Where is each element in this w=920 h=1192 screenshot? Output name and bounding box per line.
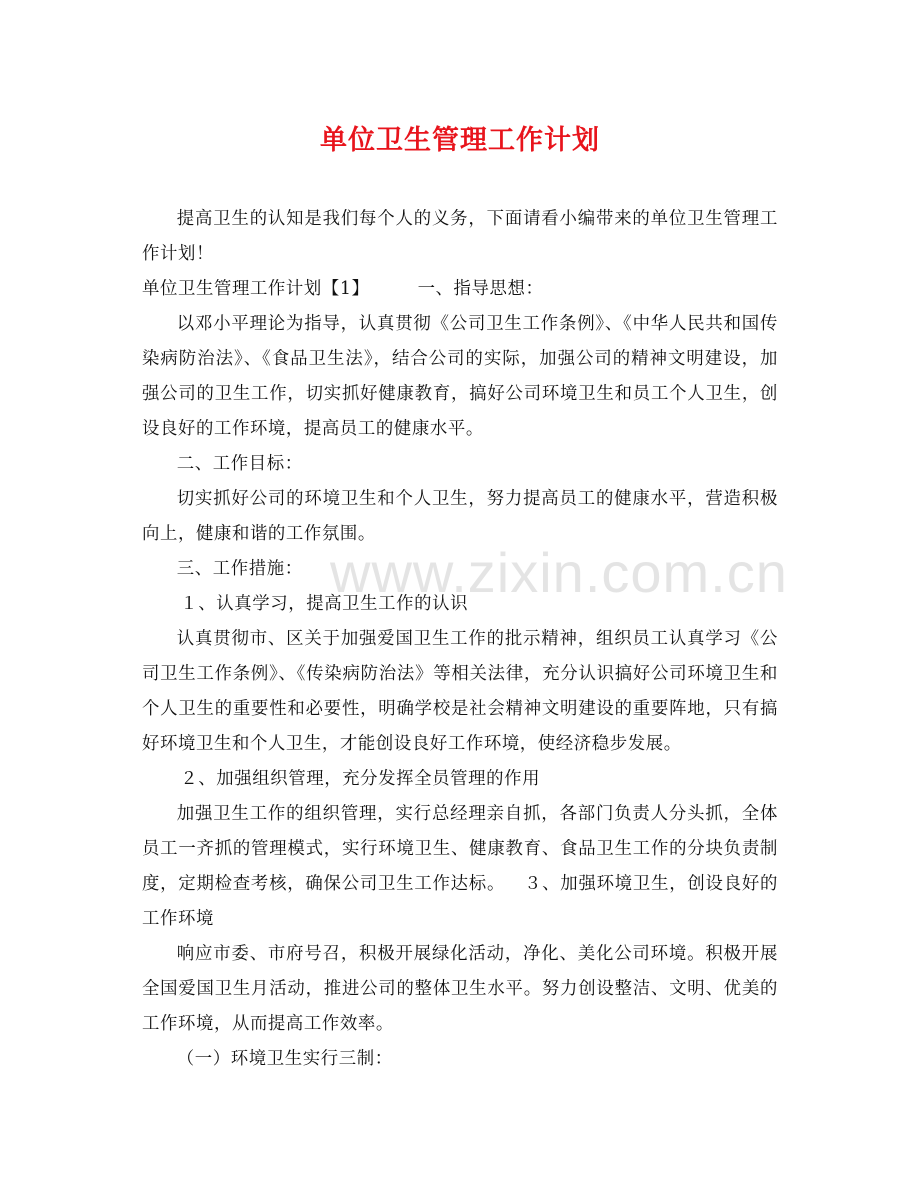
measures-heading: 三、工作措施： [176,559,303,579]
measure3-heading: ３、加强环境卫生，创设良好的工作环境 [142,874,779,929]
watermark: www.zixin.com.cn [330,541,788,604]
measure1-heading: １、认真学习，提高卫生工作的认识 [180,594,469,614]
document-body [142,202,778,1077]
sub-heading: （一）环境卫生实行三制： [176,1049,393,1069]
goal-paragraph: 切实抓好公司的环境卫生和个人卫生，努力提高员工的健康水平，营造积极向上，健康和谐的工作氛围。 [142,489,778,544]
measure2-heading: ２、加强组织管理，充分发挥全员管理的作用 [180,769,541,789]
measure1-paragraph: 认真贯彻市、区关于加强爱国卫生工作的批示精神，组织员工认真学习《公司卫生工作条例》、《传染病防治法》等相关法律，充分认识搞好公司环境卫生和个人卫生的重要性和必要性，明确学校是社会精神文明建设的重要阵地，只有搞好环境卫生和个人卫生，才能创设良好工作环境，使经济稳步发展。 [142,629,778,754]
guiding-paragraph: 以邓小平理论为指导，认真贯彻《公司卫生工作条例》、《中华人民共和国传染病防治法》、《食品卫生法》，结合公司的实际，加强公司的精神文明建设，加强公司的卫生工作，切实抓好健康教育，搞好公司环境卫生和员工个人卫生，创设良好的工作环境，提高员工的健康水平。 [142,314,778,439]
goal-heading: 二、工作目标： [176,454,303,474]
measure3-paragraph: 响应市委、市府号召，积极开展绿化活动，净化、美化公司环境。积极开展全国爱国卫生月活动，推进公司的整体卫生水平。努力创设整洁、文明、优美的工作环境，从而提高工作效率。 [142,944,778,1034]
intro-paragraph: 提高卫生的认知是我们每个人的义务，下面请看小编带来的单位卫生管理工作计划！ [142,209,778,264]
measure2-paragraph [142,797,778,937]
measure2-text: 加强卫生工作的组织管理，实行总经理亲自抓，各部门负责人分头抓，全体员工一齐抓的管理模式，实行环境卫生、健康教育、食品卫生工作的分块负责制度，定期检查考核，确保公司卫生工作达标。 [142,804,778,894]
document-title: 单位卫生管理工作计划 [320,125,600,156]
section-heading: 单位卫生管理工作计划【1】 [142,279,370,299]
inline-gap [505,874,524,894]
guiding-heading: 一、指导思想： [417,279,544,299]
section-heading-line [142,272,778,307]
